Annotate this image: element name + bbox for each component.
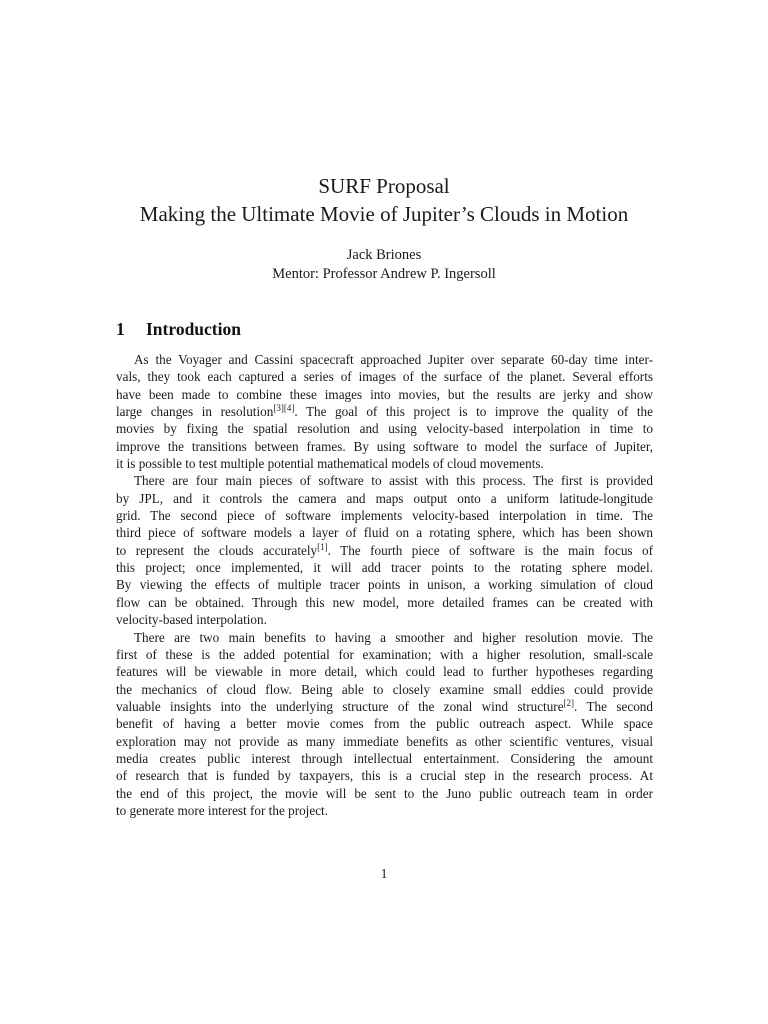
- paragraph-line: first of these is the added potential for examination; with a higher resolution, small-scale: [116, 646, 653, 662]
- author-name: Jack Briones: [346, 247, 422, 263]
- paragraph-line: There are four main pieces of software to assist with this process. The first is provided: [134, 473, 653, 489]
- section-heading: [116, 318, 241, 340]
- body-text: [116, 351, 653, 819]
- paragraph-line: media creates public interest through intellectual entertainment. Considering the amount: [116, 750, 653, 766]
- paragraph-line: the end of this project, the movie will be sent to the Juno public outreach team in order: [116, 785, 653, 801]
- paragraph-line: of research that is funded by taxpayers, this is a crucial step in the research process. At: [116, 768, 653, 784]
- paragraph-line: vals, they took each captured a series of images of the surface of the planet. Several efforts: [116, 369, 653, 385]
- paragraph-line: it is possible to test multiple potential mathematical models of cloud movements.: [116, 456, 544, 472]
- paragraph-line: grid. The second piece of software implements velocity-based interpolation in time. The: [116, 508, 653, 524]
- paragraph-line: flow can be obtained. Through this new model, more detailed frames can be created with: [116, 594, 653, 610]
- paragraph-line: There are two main benefits to having a smoother and higher resolution movie. The: [134, 629, 653, 645]
- section-title: Introduction: [146, 319, 241, 339]
- paragraph-line: by JPL, and it controls the camera and maps output onto a uniform latitude-longitude: [116, 490, 653, 506]
- citation-2[interactable]: [2]: [563, 697, 575, 708]
- paragraph-line: [116, 698, 653, 715]
- author-block: [0, 246, 768, 284]
- paragraph-line: improve the transitions between frames. By using software to model the surface of Jupiter,: [116, 438, 653, 454]
- citation-1[interactable]: [1]: [317, 541, 328, 552]
- mentor-line: Mentor: Professor Andrew P. Ingersoll: [272, 266, 496, 282]
- citation-3[interactable]: [3]: [273, 403, 284, 414]
- paragraph-text: . The second: [574, 698, 653, 714]
- paragraph-line: movies by fixing the spatial resolution and using velocity-based interpolation in time to: [116, 421, 653, 437]
- paragraph-text: valuable insights into the underlying structure of the zonal wind structure: [116, 698, 564, 714]
- page-number: 1: [380, 866, 388, 881]
- paragraph-text: large changes in resolution: [116, 404, 274, 420]
- paragraph-line: As the Voyager and Cassini spacecraft approached Jupiter over separate 60-day time inter-: [134, 352, 653, 367]
- paragraph-line: By viewing the effects of multiple tracer points in unison, a working simulation of cloud: [116, 577, 653, 593]
- paragraph-line: exploration may not provide as many immediate benefits as other scientific ventures, visual: [116, 733, 653, 749]
- paragraph-text: . The fourth piece of software is the main focus of: [327, 542, 653, 558]
- paragraph-line: velocity-based interpolation.: [116, 612, 267, 628]
- paragraph-line: to generate more interest for the project.: [116, 802, 329, 818]
- paragraph-line: have been made to combine these images into movies, but the results are jerky and show: [116, 386, 653, 402]
- citation-4[interactable]: [4]: [283, 403, 295, 414]
- title-block: [0, 172, 768, 228]
- document-title: SURF Proposal: [318, 174, 450, 198]
- paragraph-line: [116, 403, 653, 420]
- paragraph-line: features will be viewable in more detail, which could lead to further hypotheses regarding: [116, 664, 653, 680]
- paragraph-text: to represent the clouds accurately: [116, 542, 318, 558]
- paragraph-text: . The goal of this project is to improve the quality of the: [294, 404, 653, 420]
- paragraph-line: [116, 542, 653, 559]
- section-number: 1: [116, 319, 125, 339]
- paragraph-line: benefit of having a better movie comes from the public outreach aspect. While space: [116, 716, 653, 732]
- paragraph-line: third piece of software models a layer of fluid on a rotating sphere, which has been shown: [116, 525, 653, 541]
- paragraph-line: this project; once implemented, it will add tracer points to the rotating sphere model.: [116, 560, 653, 576]
- document-subtitle: Making the Ultimate Movie of Jupiter’s Clouds in Motion: [139, 202, 629, 226]
- paragraph-line: the mechanics of cloud flow. Being able to closely examine small eddies could provide: [116, 681, 653, 697]
